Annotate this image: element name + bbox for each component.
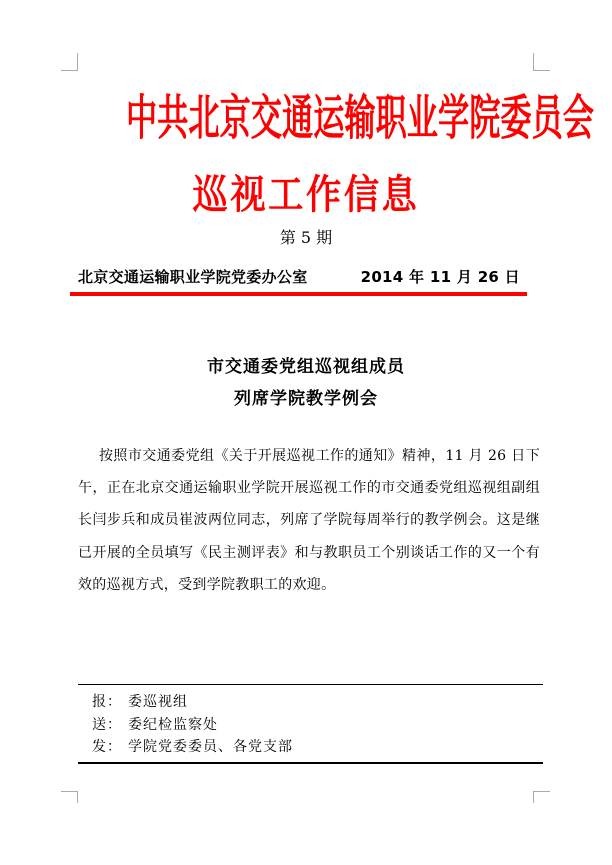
- distribution-top-rule: [78, 684, 543, 685]
- text-boundary-mark-bottom-left: [61, 791, 78, 803]
- text-boundary-mark-top-right: [533, 53, 550, 71]
- text-boundary-mark-bottom-right: [533, 791, 550, 803]
- distribution-label: 报：: [92, 694, 122, 710]
- article-heading: [0, 351, 612, 415]
- distribution-value: 学院党委委员、各党支部: [128, 739, 293, 755]
- masthead-org-title: [0, 90, 612, 146]
- distribution-label: 发：: [92, 739, 122, 755]
- article-body: 按照市交通委党组《关于开展巡视工作的通知》精神，11 月 26 日下午，正在北京交通运输职业学院开展巡视工作的市交通委党组巡视组副组长闫步兵和成员崔波两位同志，列席了学院每周举行的教学例会。这是继已开展的全员填写《民主测评表》和与教职员工个别谈话工作的又一个有效的巡视方式，受到学院教职工的欢迎。: [78, 448, 540, 593]
- publisher-row: [78, 265, 520, 287]
- distribution-row-send: [92, 714, 532, 737]
- distribution-row-report: [92, 691, 532, 714]
- distribution-value: 委巡视组: [128, 694, 188, 710]
- publish-date: 2014 年 11 月 26 日: [360, 267, 520, 286]
- distribution-row-issue: [92, 736, 532, 759]
- article-heading-line1: 市交通委党组巡视组成员: [207, 357, 405, 377]
- masthead-org-title-text: 中共北京交通运输职业学院委员会: [126, 90, 595, 146]
- masthead-doc-title-text: 巡视工作信息: [192, 171, 420, 218]
- masthead-doc-title: [0, 172, 612, 218]
- distribution-label: 送：: [92, 716, 122, 733]
- text-boundary-mark-top-left: [61, 53, 78, 71]
- issue-number: 第 5 期: [279, 228, 333, 247]
- publisher-name: 北京交通运输职业学院党委办公室: [78, 267, 308, 286]
- distribution-list: [92, 691, 532, 759]
- red-divider-rule: [70, 292, 527, 296]
- distribution-value: 委纪检监察处: [128, 716, 218, 733]
- article-heading-line2: 列席学院教学例会: [234, 389, 378, 409]
- distribution-bottom-rule: [78, 762, 543, 764]
